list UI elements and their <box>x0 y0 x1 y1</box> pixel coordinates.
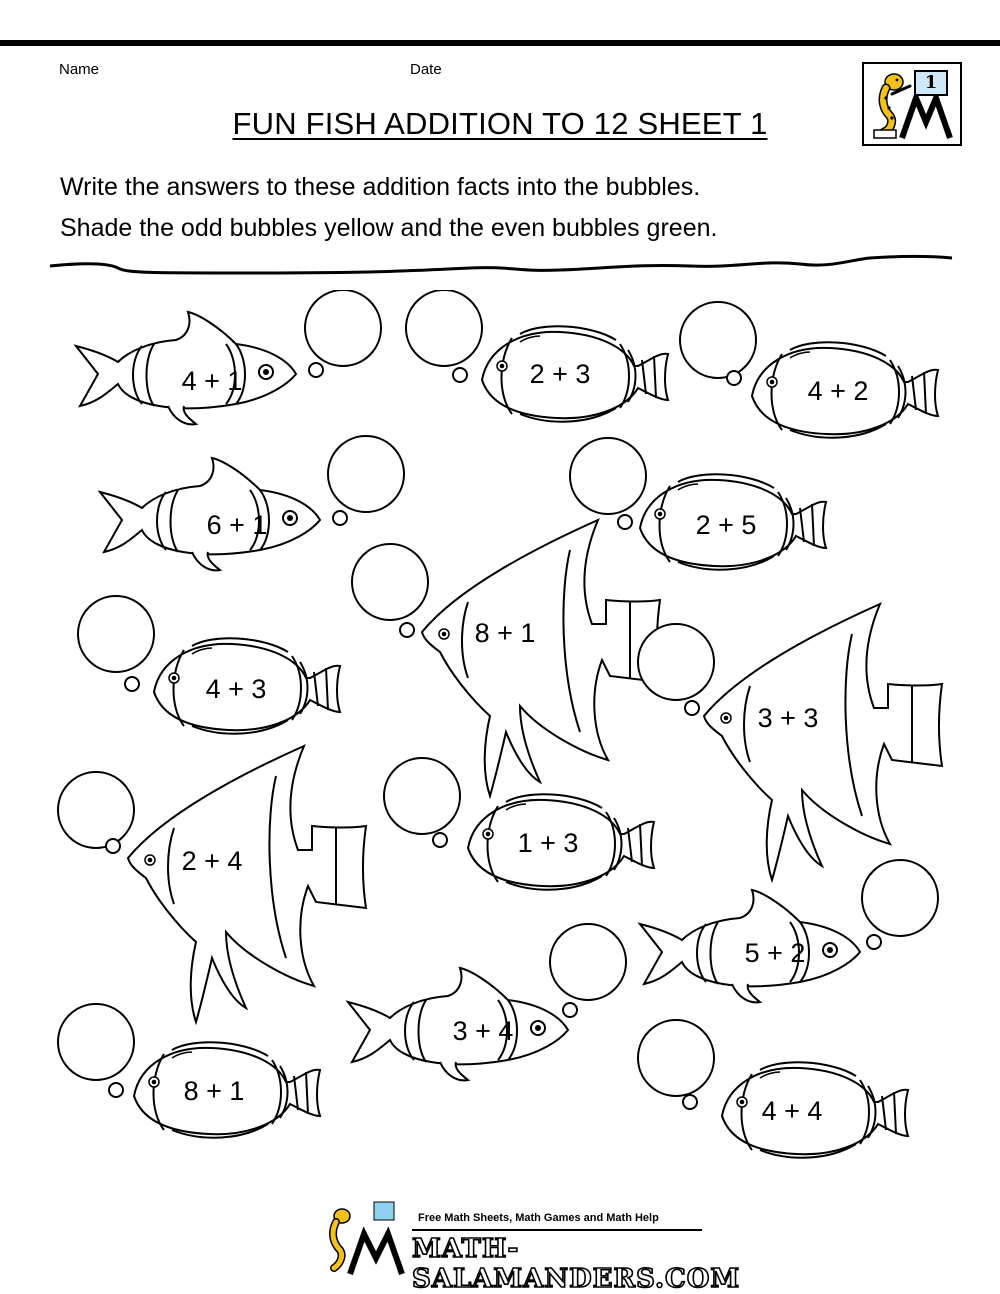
answer-bubble[interactable] <box>406 290 482 366</box>
answer-bubble[interactable] <box>58 772 134 848</box>
small-bubble <box>106 839 120 853</box>
water-line <box>0 246 1000 286</box>
answer-bubble[interactable] <box>862 860 938 936</box>
fish-goldfish-1 <box>76 290 381 424</box>
answer-bubble[interactable] <box>570 438 646 514</box>
small-bubble <box>685 701 699 715</box>
small-bubble <box>618 515 632 529</box>
fish-butterflyfish-4 <box>78 596 340 734</box>
answer-bubble[interactable] <box>384 758 460 834</box>
answer-bubble[interactable] <box>352 544 428 620</box>
small-bubble <box>333 511 347 525</box>
problem-text: 2 + 4 <box>181 846 243 876</box>
fish-butterflyfish-3 <box>570 438 826 570</box>
small-bubble <box>125 677 139 691</box>
salamander-logo-icon <box>320 1198 412 1278</box>
problem-text: 4 + 2 <box>807 376 869 406</box>
top-rule <box>0 40 1000 46</box>
small-bubble <box>453 368 467 382</box>
small-bubble <box>400 623 414 637</box>
instruction-line-1: Write the answers to these addition facts into the bubbles. <box>60 173 701 201</box>
answer-bubble[interactable] <box>550 924 626 1000</box>
problem-text: 8 + 1 <box>183 1076 245 1106</box>
grade-badge: 1 <box>914 70 948 96</box>
fish-goldfish-2 <box>100 436 404 570</box>
fish-butterflyfish-1 <box>406 290 668 422</box>
small-bubble <box>433 833 447 847</box>
instruction-line-2: Shade the odd bubbles yellow and the even bubbles green. <box>60 214 718 242</box>
problem-text: 2 + 5 <box>695 510 757 540</box>
small-bubble <box>109 1083 123 1097</box>
small-bubble <box>563 1003 577 1017</box>
problem-text: 4 + 1 <box>181 366 243 396</box>
fish-butterflyfish-6 <box>58 1004 320 1138</box>
answer-bubble[interactable] <box>638 624 714 700</box>
fish-scene <box>0 290 1000 1190</box>
answer-bubble[interactable] <box>305 290 381 366</box>
problem-text: 1 + 3 <box>517 828 579 858</box>
small-bubble <box>309 363 323 377</box>
answer-bubble[interactable] <box>680 302 756 378</box>
name-label: Name <box>59 61 100 78</box>
problem-text: 5 + 2 <box>744 938 806 968</box>
answer-bubble[interactable] <box>58 1004 134 1080</box>
problem-text: 4 + 3 <box>205 674 267 704</box>
footer-site-name[interactable]: MATH-SALAMANDERS.COM <box>412 1234 741 1294</box>
fish-goldfish-4 <box>348 924 626 1080</box>
problem-text: 3 + 3 <box>757 703 819 733</box>
footer-tagline: Free Math Sheets, Math Games and Math Help <box>418 1212 659 1224</box>
answer-bubble[interactable] <box>78 596 154 672</box>
answer-bubble[interactable] <box>328 436 404 512</box>
fish-butterflyfish-5 <box>384 758 654 890</box>
problem-text: 6 + 1 <box>206 510 268 540</box>
fish-butterflyfish-2 <box>680 302 938 438</box>
footer <box>320 1198 741 1294</box>
small-bubble <box>867 935 881 949</box>
fish-butterflyfish-7 <box>638 1020 908 1158</box>
fish-angelfish-3 <box>58 746 366 1022</box>
fish-goldfish-3 <box>640 860 938 1002</box>
fish-angelfish-2 <box>638 604 942 880</box>
problem-text: 3 + 4 <box>452 1016 514 1046</box>
answer-bubble[interactable] <box>638 1020 714 1096</box>
problem-text: 4 + 4 <box>761 1096 823 1126</box>
date-label: Date <box>410 61 442 78</box>
small-bubble <box>683 1095 697 1109</box>
problem-text: 2 + 3 <box>529 359 591 389</box>
small-bubble <box>727 371 741 385</box>
page-title: FUN FISH ADDITION TO 12 SHEET 1 <box>232 106 768 141</box>
fish-angelfish-1 <box>352 520 660 796</box>
footer-rule <box>412 1229 702 1231</box>
problem-text: 8 + 1 <box>474 618 536 648</box>
